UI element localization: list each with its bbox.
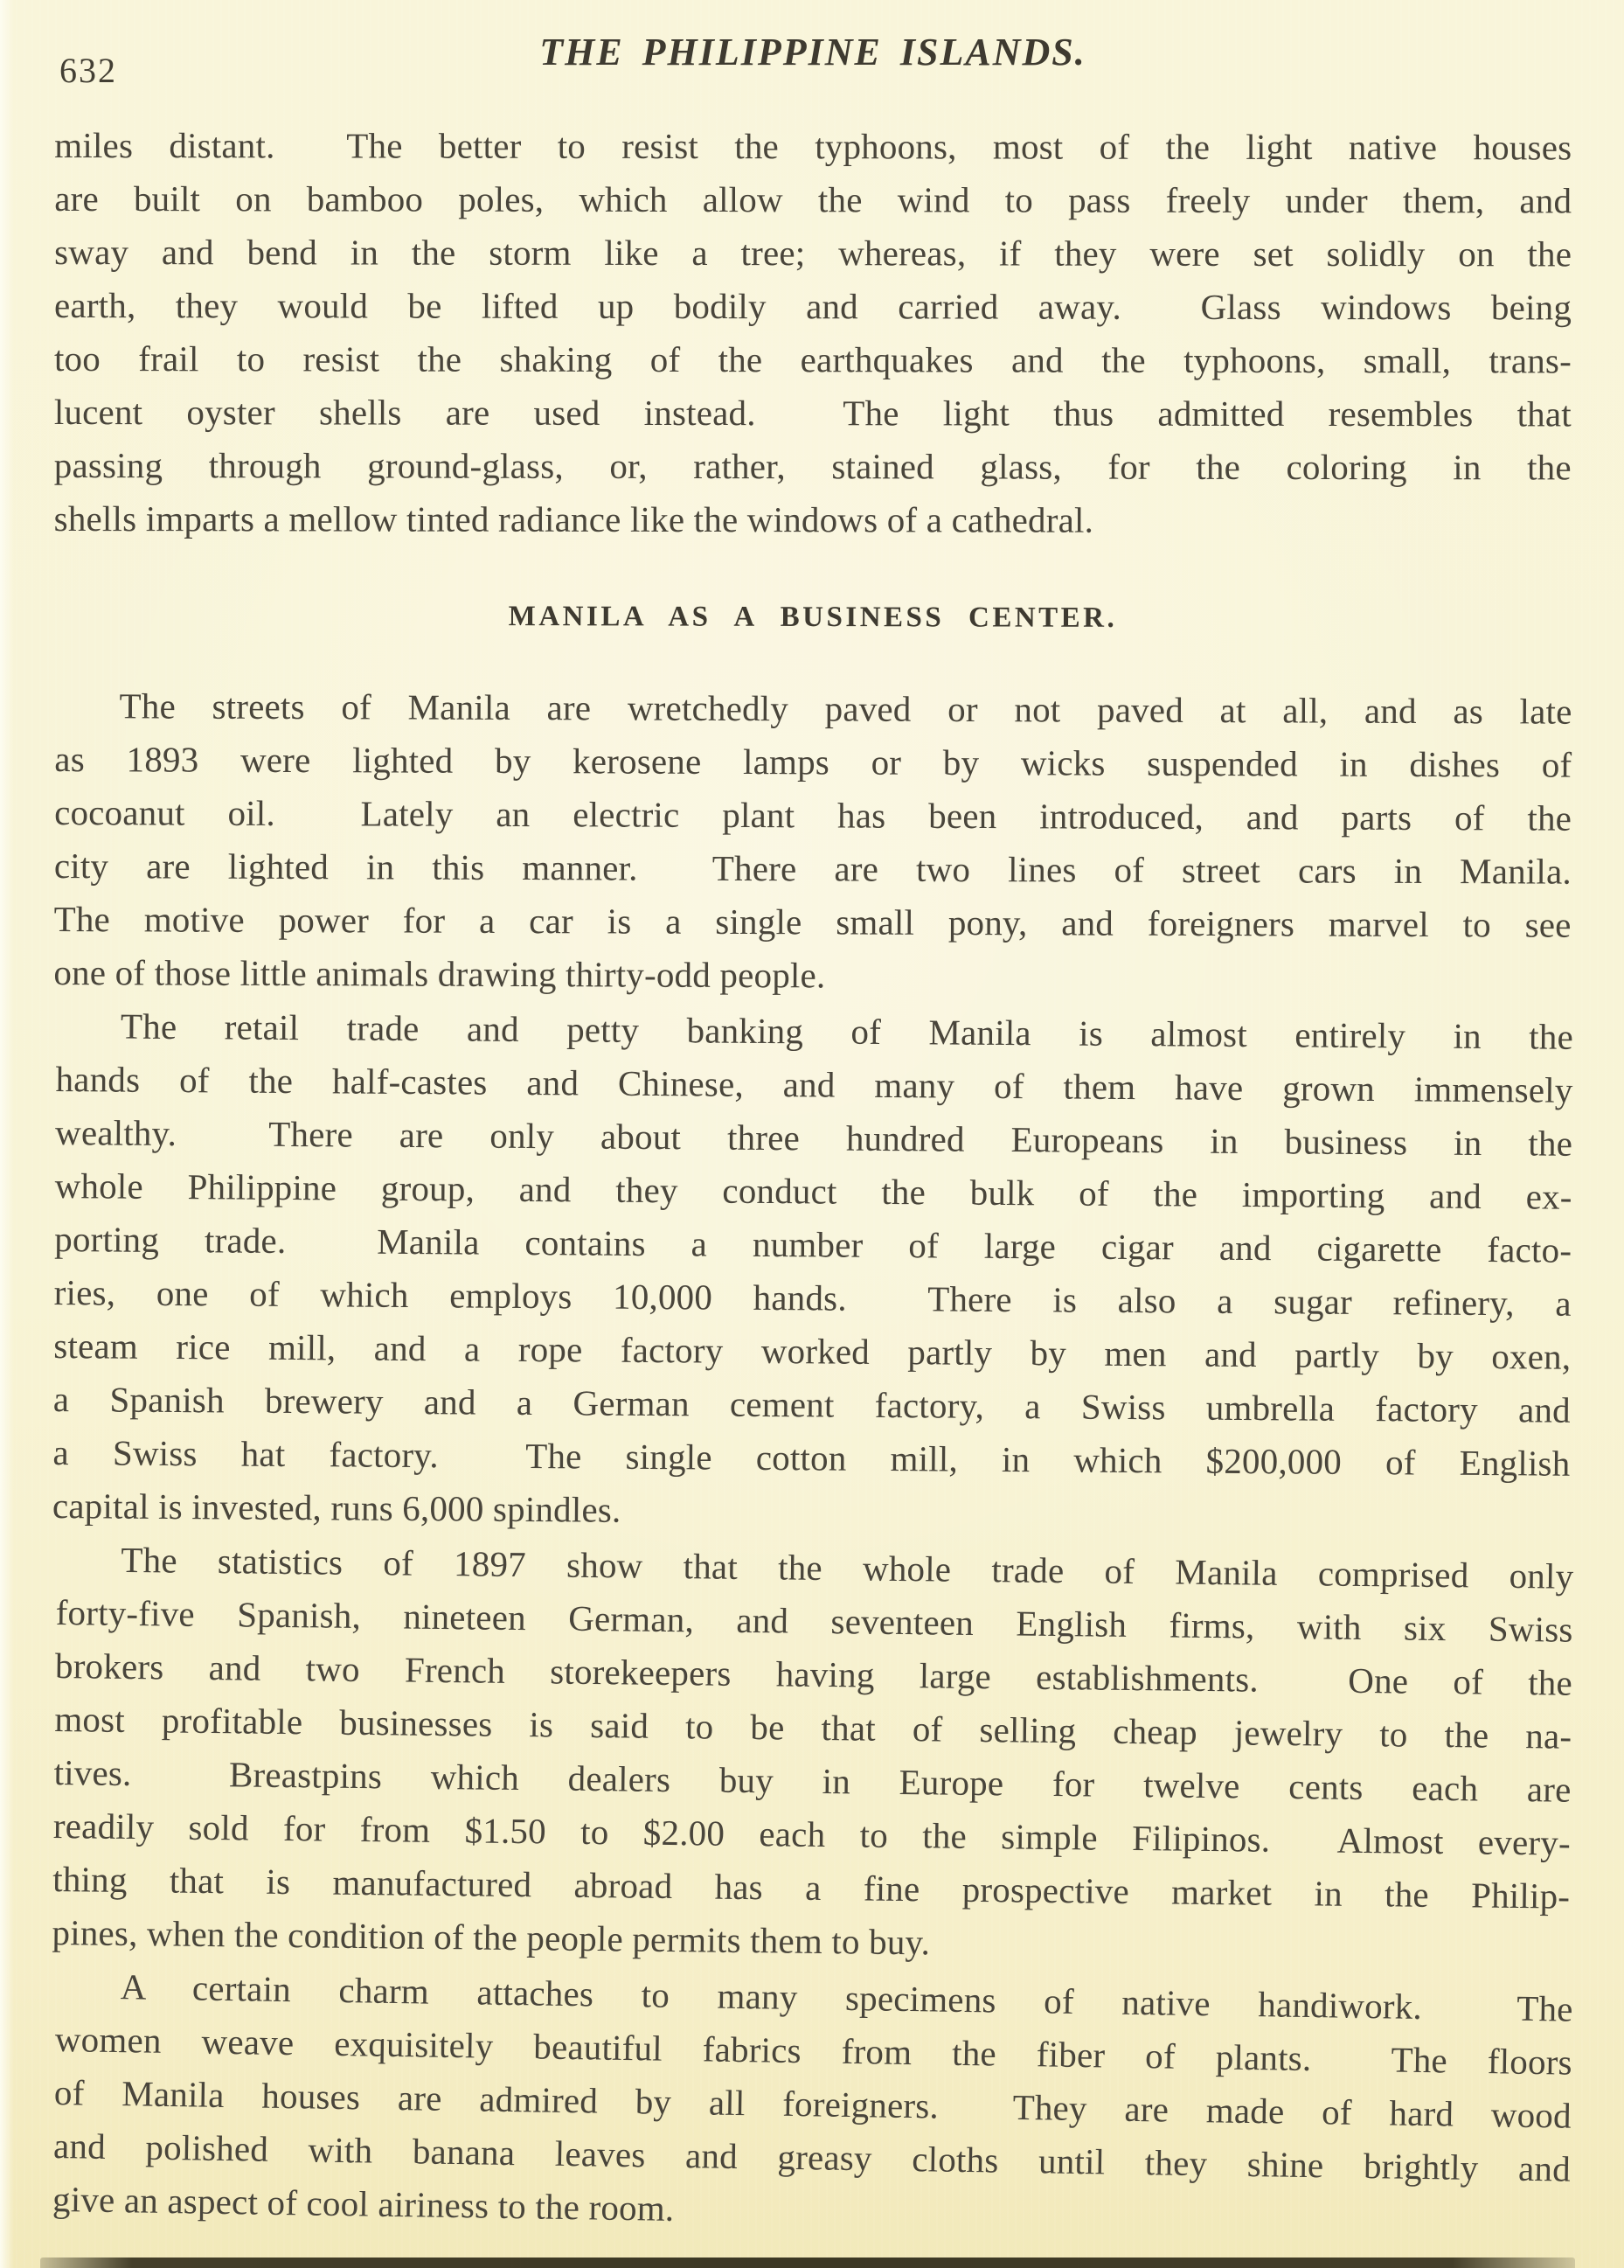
text-line: whole Philippine group, and they conduct the bulk of the importing and ex- xyxy=(54,1165,1572,1217)
text-line: tives. Breastpins which dealers buy in Europe for twelve cents each are xyxy=(53,1751,1572,1810)
page-number: 632 xyxy=(59,51,117,90)
text-line: forty-five Spanish, nineteen German, and seventeen English firms, with six Swiss xyxy=(55,1592,1573,1650)
text-line: The motive power for a car is a single small pony, and foreigners marvel to see xyxy=(53,898,1572,945)
text-line: A certain charm attaches to many specimens of native handiwork. The xyxy=(120,1966,1574,2029)
text-line: lucent oyster shells are used instead. The light thus admitted resembles that xyxy=(53,391,1572,435)
text-line: and polished with banana leaves and greasy cloths until they shine brightly and xyxy=(52,2125,1572,2189)
text-line: too frail to resist the shaking of the earthquakes and the typhoons, small, trans- xyxy=(53,338,1572,381)
text-line: one of those little animals drawing thirty-odd people. xyxy=(53,951,826,996)
running-title: THE PHILIPPINE ISLANDS. xyxy=(539,31,1086,73)
text-line: city are lighted in this manner. There are two lines of street cars in Manila. xyxy=(53,845,1572,892)
text-line: shells imparts a mellow tinted radiance like the windows of a cathedral. xyxy=(53,497,1094,540)
text-line: most profitable businesses is said to be that of selling cheap jewelry to the na- xyxy=(54,1699,1572,1757)
section-paragraph-group xyxy=(52,679,1574,2229)
scan-edge-artifact xyxy=(40,2258,1575,2268)
text-line: wealthy. There are only about three hundred Europeans in business in the xyxy=(54,1112,1573,1164)
page-left-edge xyxy=(0,0,14,2268)
text-line: readily sold for from $1.50 to $2.00 each to the simple Filipinos. Almost every- xyxy=(52,1805,1572,1863)
text-line: steam rice mill, and a rope factory worked partly by men and partly by oxen, xyxy=(53,1325,1572,1377)
text-line: hands of the half-castes and Chinese, and many of them have grown immensely xyxy=(55,1059,1573,1110)
paragraph xyxy=(52,1959,1573,2250)
text-line: a Swiss hat factory. The single cotton mill, in which $200,000 of English xyxy=(52,1431,1571,1484)
text-line: The streets of Manila are wretchedly paved or not paved at all, and as late xyxy=(119,685,1572,732)
text-line: are built on bamboo poles, which allow the wind to pass freely under them, and xyxy=(54,178,1572,221)
text-line: cocoanut oil. Lately an electric plant has been introduced, and parts of the xyxy=(54,792,1572,838)
text-line: earth, they would be lifted up bodily and carried away. Glass windows being xyxy=(54,285,1572,328)
text-line: give an aspect of cool airiness to the room. xyxy=(52,2178,675,2229)
paragraph xyxy=(53,679,1572,1005)
paragraph xyxy=(54,119,1572,547)
text-line: as 1893 were lighted by kerosene lamps or by wicks suspended in dishes of xyxy=(54,739,1572,785)
text-line: women weave exquisitely beautiful fabrics from the fiber of plants. The floors xyxy=(54,2019,1573,2083)
text-line: porting trade. Manila contains a number of large cigar and cigarette facto- xyxy=(54,1219,1572,1270)
text-line: The retail trade and petty banking of Manila is almost entirely in the xyxy=(120,1005,1574,1057)
text-line: miles distant. The better to resist the typhoons, most of the light native houses xyxy=(54,125,1572,168)
text-line: passing through ground-glass, or, rather, stained glass, for the coloring in the xyxy=(53,444,1572,488)
section-heading: MANILA AS A BUSINESS CENTER. xyxy=(508,601,1118,634)
text-line: a Spanish brewery and a German cement factory, a Swiss umbrella factory and xyxy=(52,1378,1572,1430)
intro-paragraph-group xyxy=(54,119,1572,546)
text-line: capital is invested, runs 6,000 spindles. xyxy=(52,1485,621,1530)
text-line: of Manila houses are admired by all foreigners. They are made of hard wood xyxy=(53,2072,1572,2136)
text-line: sway and bend in the storm like a tree; whereas, if they were set solidly on the xyxy=(54,232,1572,275)
text-line: thing that is manufactured abroad has a fine prospective market in the Philip- xyxy=(52,1858,1571,1917)
text-line: The statistics of 1897 show that the whole trade of Manila comprised only xyxy=(121,1539,1574,1597)
page-header xyxy=(54,30,1572,90)
text-line: ries, one of which employs 10,000 hands. There is also a sugar refinery, a xyxy=(53,1271,1572,1324)
paragraph xyxy=(52,999,1573,1544)
text-line: brokers and two French storekeepers having large establishments. One of the xyxy=(54,1645,1573,1703)
paragraph xyxy=(52,1533,1573,1977)
page-body xyxy=(52,119,1574,2229)
text-line: pines, when the condition of the people permits them to buy. xyxy=(52,1911,931,1963)
